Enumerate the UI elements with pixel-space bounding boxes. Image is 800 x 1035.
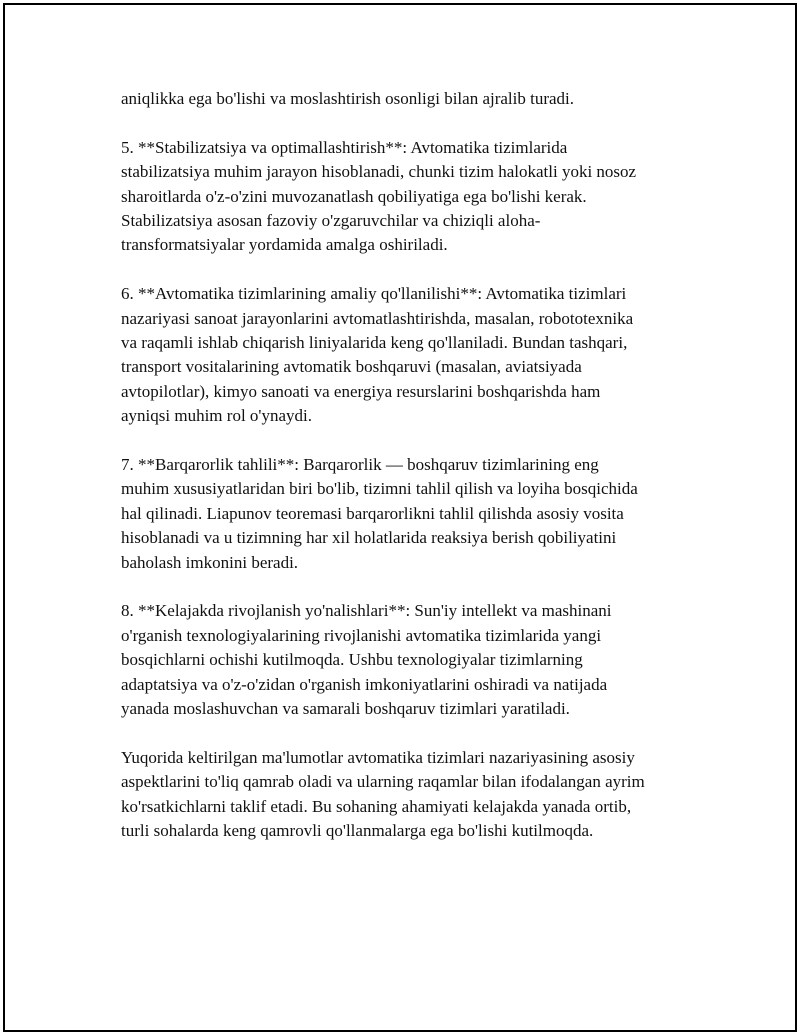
- paragraph-item-8-future-directions: 8. **Kelajakda rivojlanish yo'nalishlari**: Sun'iy intellekt va mashinani o'rganish texnologiyalarining rivojlanishi avtomatika tizimlarida yangi bosqichlarni ochishi kutilmoqda. Ushbu texnologiyalar tizimlarning adaptatsiya va o'z-o'zidan o'rganish imkoniyatlarini oshiradi va natijada yanada moslashuvchan va samarali boshqaruv tizimlari yaratiladi.: [121, 601, 612, 719]
- paragraph-item-6-applications: 6. **Avtomatika tizimlarining amaliy qo'llanilishi**: Avtomatika tizimlari nazariyasi sanoat jarayonlarini avtomatlashtirishda, masalan, robototexnika va raqamli ishlab chiqarish liniyalarida keng qo'llaniladi. Bundan tashqari, transport vositalarining avtomatik boshqaruvi (masalan, aviatsiyada avtopilotlar), kimyo sanoati va energiya resurslarini boshqarishda ham ayniqsi muhim rol o'ynaydi.: [121, 284, 634, 426]
- document-body: [121, 87, 701, 868]
- paragraph-item-7-stability-analysis: 7. **Barqarorlik tahlili**: Barqarorlik — boshqaruv tizimlarining eng muhim xususiyatlaridan biri bo'lib, tizimni tahlil qilish va loyiha bosqichida hal qilinadi. Liapunov teoremasi barqarorlikni tahlil qilishda asosiy vosita hisoblanadi va u tizimning har xil holatlarida reaksiya berish qobiliyatini baholash imkonini beradi.: [121, 455, 638, 572]
- paragraph-item-5-stabilization: 5. **Stabilizatsiya va optimallashtirish**: Avtomatika tizimlarida stabilizatsiya muhim jarayon hisoblanadi, chunki tizim halokatli yoki nosoz sharoitlarda o'z-o'zini muvozanatlash qobiliyatiga ega bo'lishi kerak. Stabilizatsiya asosan fazoviy o'zgaruvchilar va chiziqli aloha- transformatsiyalar yordamida amalga oshiriladi.: [121, 137, 637, 255]
- paragraph-conclusion: Yuqorida keltirilgan ma'lumotlar avtomatika tizimlari nazariyasining asosiy aspektlarini to'liq qamrab oladi va ularning raqamlar bilan ifodalangan ayrim ko'rsatkichlarni taklif etadi. Bu sohaning ahamiyati kelajakda yanada ortib, turli sohalarda keng qamrovli qo'llanmalarga ega bo'lishi kutilmoqda.: [121, 747, 645, 841]
- paragraph-continuation: aniqlikka ega bo'lishi va moslashtirish osonligi bilan ajralib turadi.: [121, 89, 575, 108]
- page-frame: [3, 3, 797, 1032]
